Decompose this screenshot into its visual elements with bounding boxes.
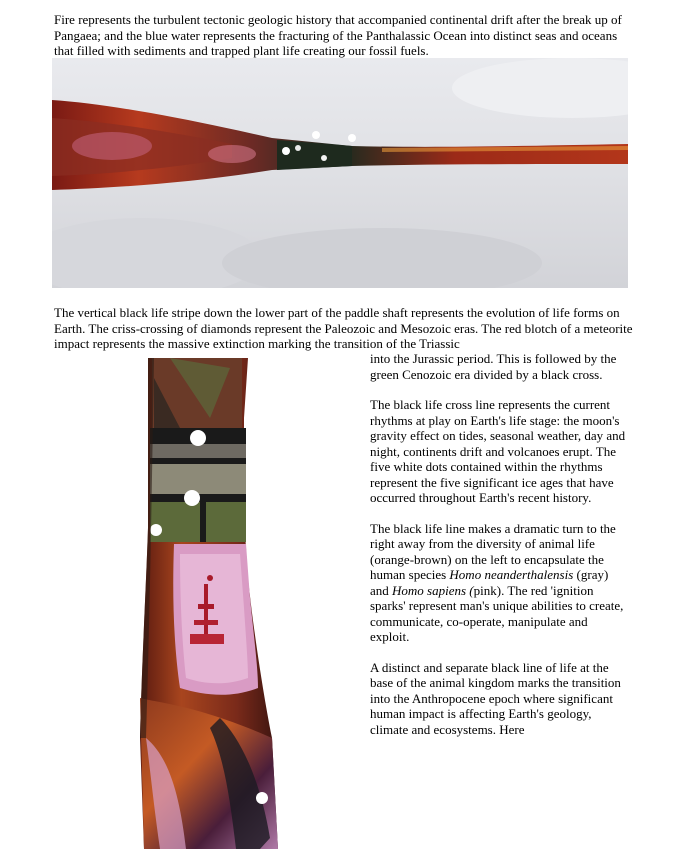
species-sapiens: Homo sapiens ( [392,582,474,598]
intro-paragraph: Fire represents the turbulent tectonic geologic history that accompanied continental drift after the break up of Pangaea; and the blue water represents the fracturing of the Panthalassic Ocean into distinct seas and oceans that filled with sediments and trapped plant life creating our fossil fuels. [54,12,622,58]
anthropocene-paragraph: A distinct and separate black line of life at the base of the animal kingdom marks the transition into the Anthropocene epoch where significant human impact is affecting Earth's geology, climate and ecosystems. Here [370,659,621,737]
turn-text-after: pink). The red 'ignition sparks' represent man's unique abilities to create, communicate, co-operate, manipulate and exploit. [370,582,624,644]
jurassic-paragraph: into the Jurassic period. This is followed by the green Cenozoic era divided by a black cross. [370,351,617,382]
turn-text-middle: (gray) and [370,567,609,598]
life-stripe-paragraph: The vertical black life stripe down the lower part of the paddle shaft represents the evolution of life forms on Earth. The criss-crossing of diamonds represent the Paleozoic and Mesozoic eras. The red blotch of a meteorite impact represents the massive extinction marking the transition of the Triassic [54,305,633,351]
turn-text-before: The black life line makes a dramatic turn to the right away from the diversity of animal life (orange-brown) on the left to encapsulate the human species [370,520,616,582]
paddle-shaft-vertical-photo [140,358,280,849]
species-neanderthalensis: Homo neanderthalensis [449,567,574,582]
right-text-column [370,351,630,752]
cross-line-paragraph: The black life cross line represents the current rhythms at play on Earth's life stage: the moon's gravity effect on tides, seasonal weather, day and night, continents drift and volcanoes erupt. The five white dots contained within the rhythms represent the five significant ice ages that have occurred throughout Earth's recent history. [370,397,626,505]
paddle-shaft-horizontal-photo [52,58,628,288]
life-line-turn-paragraph [370,521,630,645]
